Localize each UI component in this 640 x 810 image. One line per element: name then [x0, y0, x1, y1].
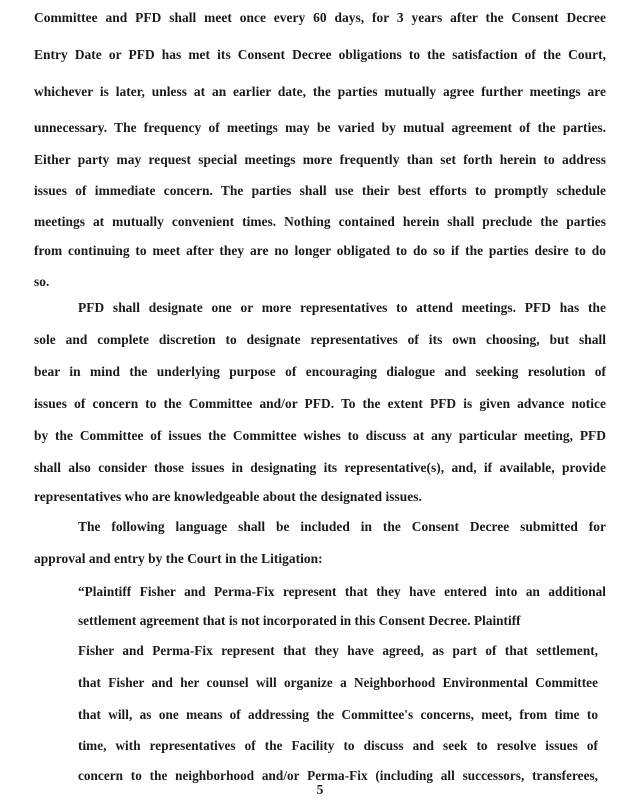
paragraph-1-line-7: meetings at mutually convenient times. Nothing contained herein shall preclude the parties: [34, 214, 606, 229]
paragraph-2-line-6: shall also consider those issues in designating its representative(s), and, if available, provide: [34, 460, 606, 475]
quote-line-2: settlement agreement that is not incorporated in this Consent Decree. Plaintiff: [78, 613, 521, 628]
paragraph-1-line-8: from continuing to meet after they are no longer obligated to do so if the parties desire to do: [34, 243, 606, 258]
quote-line-7: concern to the neighborhood and/or Perma-Fix (including all successors, transferees,: [78, 768, 598, 783]
paragraph-2-line-3: bear in mind the underlying purpose of encouraging dialogue and seeking resolution of: [34, 364, 606, 379]
paragraph-1-line-9: so.: [34, 274, 50, 289]
paragraph-1-line-4: unnecessary. The frequency of meetings may be varied by mutual agreement of the parties.: [34, 120, 606, 135]
paragraph-2-line-4: issues of concern to the Committee and/or PFD. To the extent PFD is given advance notice: [34, 396, 606, 411]
paragraph-1-line-5: Either party may request special meetings more frequently than set forth herein to address: [34, 152, 606, 167]
paragraph-1-line-2: Entry Date or PFD has met its Consent Decree obligations to the satisfaction of the Court,: [34, 47, 606, 62]
quote-line-3: Fisher and Perma-Fix represent that they have agreed, as part of that settlement,: [78, 643, 598, 658]
quote-line-5: that will, as one means of addressing the Committee's concerns, meet, from time to: [78, 707, 598, 722]
quote-line-1: “Plaintiff Fisher and Perma-Fix represent that they have entered into an additional: [78, 584, 606, 599]
page-number: 5: [316, 782, 324, 797]
paragraph-3-line-2: approval and entry by the Court in the Litigation:: [34, 551, 323, 566]
paragraph-3-line-1: The following language shall be included in the Consent Decree submitted for: [78, 519, 606, 534]
paragraph-2-line-2: sole and complete discretion to designate representatives of its own choosing, but shall: [34, 332, 606, 347]
quote-line-6: time, with representatives of the Facility to discuss and seek to resolve issues of: [78, 738, 598, 753]
paragraph-2-line-1: PFD shall designate one or more representatives to attend meetings. PFD has the: [78, 300, 606, 315]
paragraph-1-line-1: Committee and PFD shall meet once every 60 days, for 3 years after the Consent Decree: [34, 10, 606, 25]
paragraph-2-line-5: by the Committee of issues the Committee wishes to discuss at any particular meeting, PFD: [34, 428, 606, 443]
paragraph-1-line-3: whichever is later, unless at an earlier date, the parties mutually agree further meetings are: [34, 84, 606, 99]
paragraph-1-line-6: issues of immediate concern. The parties shall use their best efforts to promptly schedule: [34, 183, 606, 198]
paragraph-2-line-7: representatives who are knowledgeable about the designated issues.: [34, 489, 422, 504]
quote-line-4: that Fisher and her counsel will organize a Neighborhood Environmental Committee: [78, 675, 598, 690]
